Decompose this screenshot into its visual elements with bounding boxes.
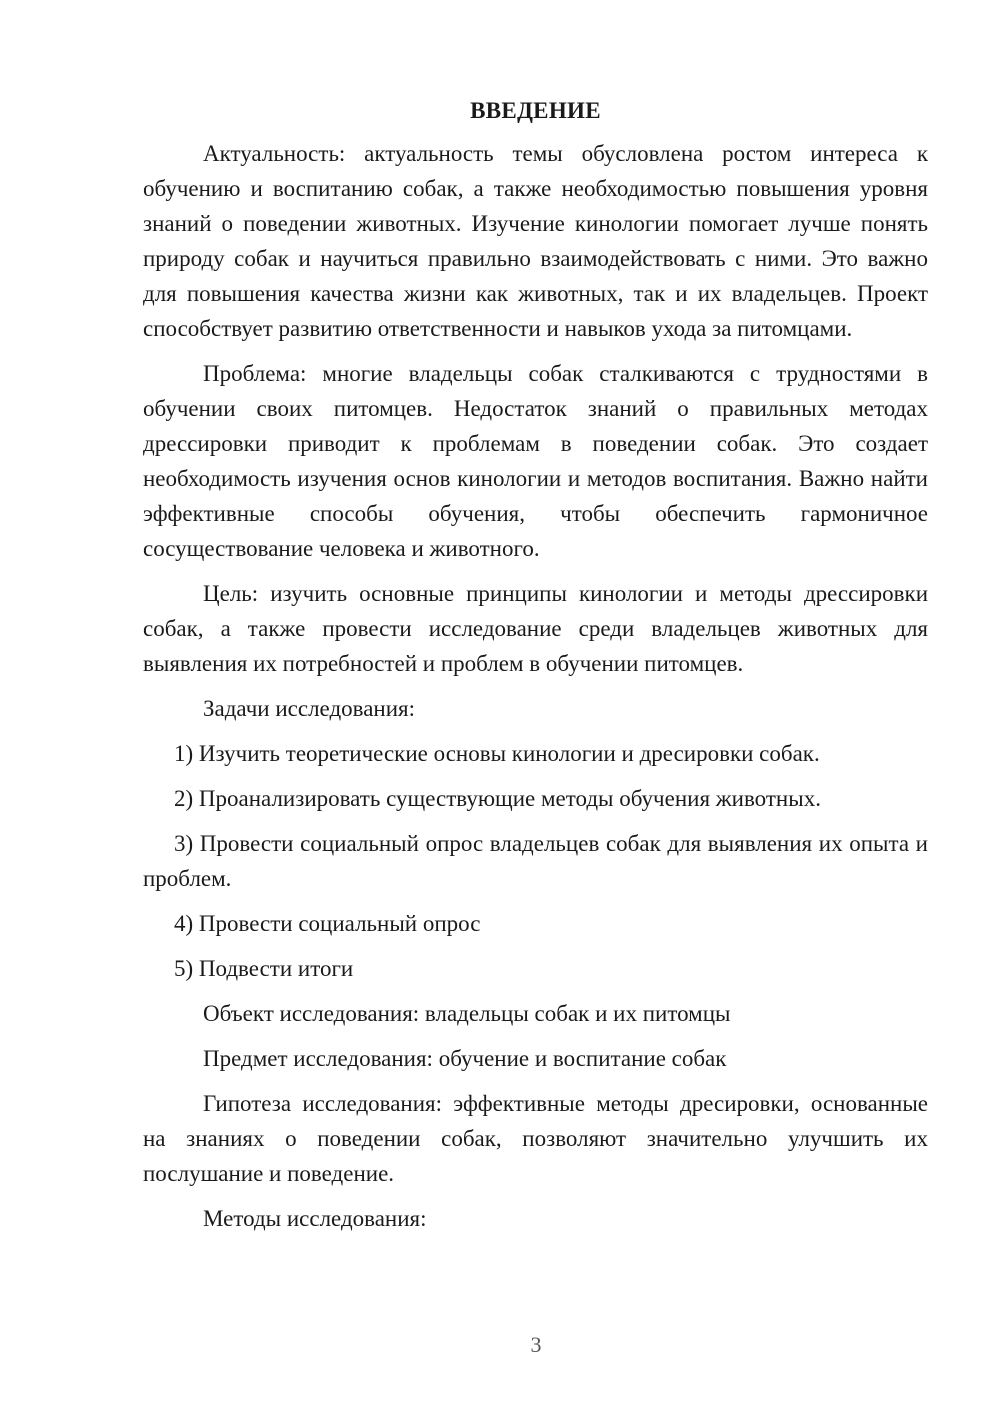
- methods-heading: Методы исследования:: [203, 1206, 427, 1231]
- task-item-5: 5) Подвести итоги: [174, 956, 354, 981]
- research-object: Объект исследования: владельцы собак и их питомцы: [203, 1001, 731, 1026]
- goal-paragraph: Цель: изучить основные принципы кинологии и методы дрессировки собак, а также провести исследование среди владельцев животных для выявления их потребностей и проблем в обучении питомцев.: [143, 581, 928, 676]
- research-hypothesis: Гипотеза исследования: эффективные методы дресировки, основанные на знаниях о поведении собак, позволяют значительно улучшить их послушание и поведение.: [143, 1091, 928, 1186]
- task-item-4: 4) Провести социальный опрос: [174, 911, 481, 936]
- problem-paragraph: Проблема: многие владельцы собак сталкиваются с трудностями в обучении своих питомцев. Недостаток знаний о правильных методах дрессировки приводит к проблемам в поведении собак. Это создает необходимость изучения основ кинологии и методов воспитания. Важно найти эффективные способы обучения, чтобы обеспечить гармоничное сосуществование человека и животного.: [143, 361, 928, 561]
- task-item-2: 2) Проанализировать существующие методы обучения животных.: [174, 786, 821, 811]
- tasks-heading: Задачи исследования:: [203, 696, 416, 721]
- document-body: [143, 96, 928, 1246]
- page-number: 3: [530, 1332, 542, 1357]
- research-subject: Предмет исследования: обучение и воспитание собак: [203, 1046, 727, 1071]
- relevance-paragraph: Актуальность: актуальность темы обусловлена ростом интереса к обучению и воспитанию собак, а также необходимостью повышения уровня знаний о поведении животных. Изучение кинологии помогает лучше понять природу собак и научиться правильно взаимодействовать с ними. Это важно для повышения качества жизни как животных, так и их владельцев. Проект способствует развитию ответственности и навыков ухода за питомцами.: [143, 141, 928, 341]
- task-item-3: 3) Провести социальный опрос владельцев собак для выявления их опыта и проблем.: [143, 831, 928, 891]
- task-item-1: 1) Изучить теоретические основы кинологии и дресировки собак.: [174, 741, 820, 766]
- section-title: ВВЕДЕНИЕ: [470, 98, 601, 123]
